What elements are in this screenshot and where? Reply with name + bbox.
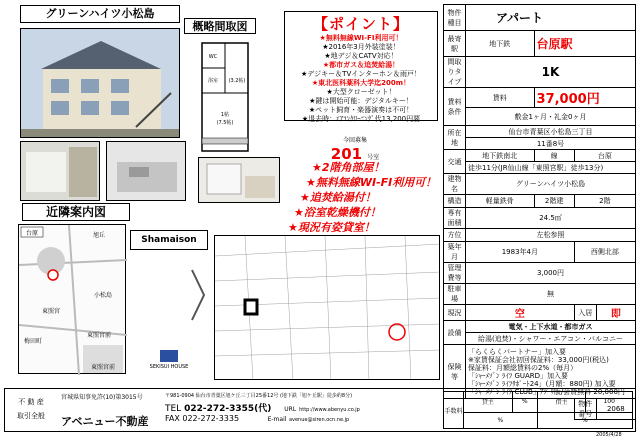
status-value: 空 [466, 305, 575, 321]
station-marker-icon [389, 324, 405, 340]
rent-label: 賃料条件 [444, 88, 466, 126]
highlight-item: ★浴室乾燥機付！ [294, 206, 381, 219]
address2-value: 11番8号 [466, 138, 636, 150]
map-label-k1: 台原 [25, 230, 39, 237]
recruit-label: 今回募集 [342, 137, 367, 144]
station-line: 地下鉄 [466, 31, 535, 57]
rent-value: 37,000円 [534, 88, 635, 108]
commission-table [443, 391, 633, 429]
sekisui-logo-icon [160, 350, 178, 362]
map-label-k6: 梅田町 [23, 338, 43, 345]
floors-suffix: 階建 [549, 197, 564, 205]
map-header [22, 203, 130, 221]
ins-line: 「らくらくパートナー」加入要 [468, 347, 566, 356]
commission-label: 手数料 [444, 392, 464, 429]
floorplan-drawing [190, 38, 260, 156]
points-title: 【ポイント】 [312, 15, 409, 33]
map-label-k5: 東照宮前 [86, 332, 112, 339]
footer-license: 宮城県知事免許(10)第3015号 [61, 394, 143, 401]
move-value: 即 [596, 305, 635, 321]
property-marker-icon [245, 300, 257, 314]
footer-address [165, 392, 435, 399]
property-info-table [443, 4, 636, 420]
ins-line: 保証料：月額総賃料の2%（毎月） [468, 363, 578, 372]
point-item: ★退去時：ｴｱｺﾝｸﾘｰﾆﾝｸﾞ代13,200円要 [301, 115, 421, 123]
label-wc: WC [208, 54, 218, 60]
move-label: 入居 [574, 305, 596, 321]
url-value[interactable]: http://www.abenyu.co.jp [299, 407, 360, 413]
point-item: ★地デジ＆CATV対応！ [324, 52, 398, 60]
layout-value: 1K [466, 57, 636, 88]
struct-label: 構造 [444, 195, 466, 208]
id-value: 2068 [596, 399, 635, 420]
util-label: 設備 [444, 321, 466, 345]
area-label: 専有面積 [444, 208, 466, 229]
footer-company: アベニュー不動産 [61, 415, 149, 428]
ins-line: 「ｼｬｰﾒｿﾞﾝ ﾗｲﾌ GUARD」加入要 [468, 371, 569, 380]
kitchen-photo-image [107, 142, 186, 201]
point-item: ★大型クローゼット！ [326, 88, 396, 96]
dir-value: 左松参照 [466, 229, 636, 242]
sekisui-logo [130, 350, 208, 370]
shamaison-logo [130, 230, 208, 250]
highlight-item: ★無料無線WI-FI利用可！ [306, 176, 437, 189]
recruit-suffix: 号室 [367, 154, 380, 161]
print-date: 2005/4/28 [596, 432, 622, 438]
shamaison-text: Shamaison [141, 235, 197, 245]
point-item: ★都市ガス＆追焚給湯！ [322, 61, 400, 69]
ins-line: ※家賃保証会社初回保証料：33,000円(税込) [468, 355, 609, 364]
built-label: 築年月 [444, 242, 466, 263]
floors-number: 2 [544, 197, 550, 205]
transit-label: 交通 [444, 150, 466, 174]
util-value: 電気・上下水道・都市ガス [466, 321, 636, 333]
interior-photo-image [21, 142, 100, 201]
ins-line: 「ｼｬｰﾒｿﾞﾝ ﾗｲﾌｻﾎﾟｰﾄ24」(月額：880円) 加入要 [468, 379, 616, 388]
parking-value: 無 [466, 284, 636, 305]
point-item: ★東北医科薬科大学迄200m！ [311, 79, 411, 87]
email-label: E-mail [267, 416, 287, 423]
ins-line: 「ｼｬｰﾒｿﾞﾝ ﾗｲﾌ CLUB」ｱﾌﾟﾘ版/会費無料 20,000円 [468, 387, 625, 396]
transit-dir: 線 [534, 150, 574, 162]
detail-map [214, 235, 440, 380]
points-box [284, 11, 438, 121]
highlight-item: ★現況有姿貸室！ [288, 221, 375, 234]
floor-value [574, 195, 635, 208]
location-marker-icon [48, 270, 58, 280]
building-photo-image [21, 29, 180, 138]
rent-sub-label: 賃料 [466, 88, 535, 108]
transit-walk: 徒歩11分(JR仙山線「東照宮駅」徒歩13分) [466, 162, 636, 174]
transit-line: 地下鉄南北 [466, 150, 535, 162]
struct-value: 軽量鉄骨 [466, 195, 535, 208]
room-photo-image [199, 158, 280, 203]
name-label: 建物名 [444, 174, 466, 195]
highlight-item: ★追焚給湯付！ [300, 191, 376, 204]
point-item: ★デジキー＆TVインターホン＆雨戸！ [301, 70, 421, 78]
footer-company-block [61, 392, 161, 429]
deposit-value: 敷金1ヶ月・礼金0ヶ月 [466, 108, 636, 126]
footer-contact [165, 392, 435, 423]
floor-number: 2 [599, 197, 604, 205]
station-value: 台原駅 [534, 31, 635, 57]
map-label-k7: 東照宮前 [90, 364, 116, 371]
name-value: グリーンハイツ小松島 [466, 174, 636, 195]
point-item: ★2016年3月外装塗装！ [322, 43, 400, 51]
fee-label: 管理費等 [444, 263, 466, 284]
commission-tenant: 借主 [537, 392, 586, 413]
built-value: 1983年4月 [466, 242, 575, 263]
area-map [18, 224, 126, 374]
map-label-k2: 旭丘 [92, 232, 106, 239]
fax-value: 022-272-3335 [182, 414, 240, 423]
fee-value: 3,000円 [466, 263, 636, 284]
tel-value: 022-272-3355(代) [184, 404, 272, 414]
kitchen-photo [106, 141, 186, 201]
commission-pct2: % [464, 412, 538, 428]
label-room2b: (7.5帖) [216, 120, 234, 126]
floor-suffix: 階 [603, 197, 611, 205]
building-name-label: グリーンハイツ小松島 [45, 7, 155, 20]
status-label: 現況 [444, 305, 466, 321]
dir-label: 方位 [444, 229, 466, 242]
address-value: 仙台市青葉区小松島三丁目 [466, 126, 636, 138]
layout-label: 間取りタイプ [444, 57, 466, 88]
recruit-number: 201 [330, 145, 363, 163]
commission-owner-pct: % [512, 392, 537, 413]
parking-label: 駐車場 [444, 284, 466, 305]
point-item: ★鍵は開始可能：デジタルキー！ [309, 97, 413, 105]
floorplan [190, 38, 260, 156]
points-list [285, 34, 437, 124]
point-item: ★無料無線WI-FI利用可！ [319, 34, 403, 42]
tel-label: TEL [165, 404, 182, 414]
area-map-drawing [19, 225, 127, 375]
fax-label: FAX [165, 414, 180, 423]
equip-value: 給湯(追焚)・シャワー・エアコン・バルコニー [466, 333, 636, 345]
map-title: 近隣案内図 [45, 205, 106, 219]
commission-owner: 貸主 [464, 392, 513, 413]
commission-pct3: % [537, 412, 632, 428]
detail-map-drawing [215, 236, 440, 380]
transit-station: 台原 [574, 150, 635, 162]
building-photo [20, 28, 180, 138]
id-label: 物件番号 [574, 399, 596, 420]
footer-role2: 取引全般 [17, 412, 45, 420]
sekisui-text: SEKISUI HOUSE [149, 364, 189, 370]
footer-station-note: (地下鉄「旭ケ丘駅」徒歩約8分) [279, 393, 353, 399]
map-label-k4: 東照宮 [41, 308, 61, 315]
point-item: ★ペット飼育・楽器演奏は不可！ [308, 106, 414, 114]
floorplan-header [184, 18, 256, 34]
address-label: 所在地 [444, 126, 466, 150]
url-label: URL [284, 406, 297, 413]
footer-tel-row [165, 401, 435, 414]
type-label: 物件種目 [444, 5, 466, 31]
floors-value [534, 195, 574, 208]
highlights-list [282, 160, 442, 235]
footer-fax-row [165, 414, 435, 423]
footer-roles [11, 395, 51, 423]
type-value: アパート [466, 5, 636, 31]
email-value[interactable]: avenue@siren.ocn.ne.jp [288, 417, 350, 423]
arrow-right-icon [130, 260, 208, 330]
station-label: 最寄駅 [444, 31, 466, 57]
interior-photo [20, 141, 100, 201]
highlight-item: ★2階角部屋！ [312, 161, 385, 174]
brand-panel [130, 230, 208, 378]
area-value: 24.5㎡ [466, 208, 636, 229]
room-photo [198, 157, 280, 203]
footer [4, 388, 636, 432]
footer-postal: 〒981-0904 仙台市青葉区旭ケ丘三丁目25番12号 [165, 393, 279, 399]
map-label-k3: 小松島 [93, 292, 113, 299]
footer-role1: 不 動 産 [18, 398, 44, 406]
label-room2: 1帖 [220, 112, 230, 118]
built-extra: 西側北部 [574, 242, 635, 263]
ins-label: 保険等 [444, 345, 466, 399]
building-name-header [20, 5, 180, 23]
floorplan-label: 概略間取図 [192, 20, 248, 33]
label-room1: (3.2帖) [228, 78, 246, 84]
label-bath: 浴室 [207, 78, 219, 84]
commission-tenant-val: 100 [586, 392, 633, 413]
